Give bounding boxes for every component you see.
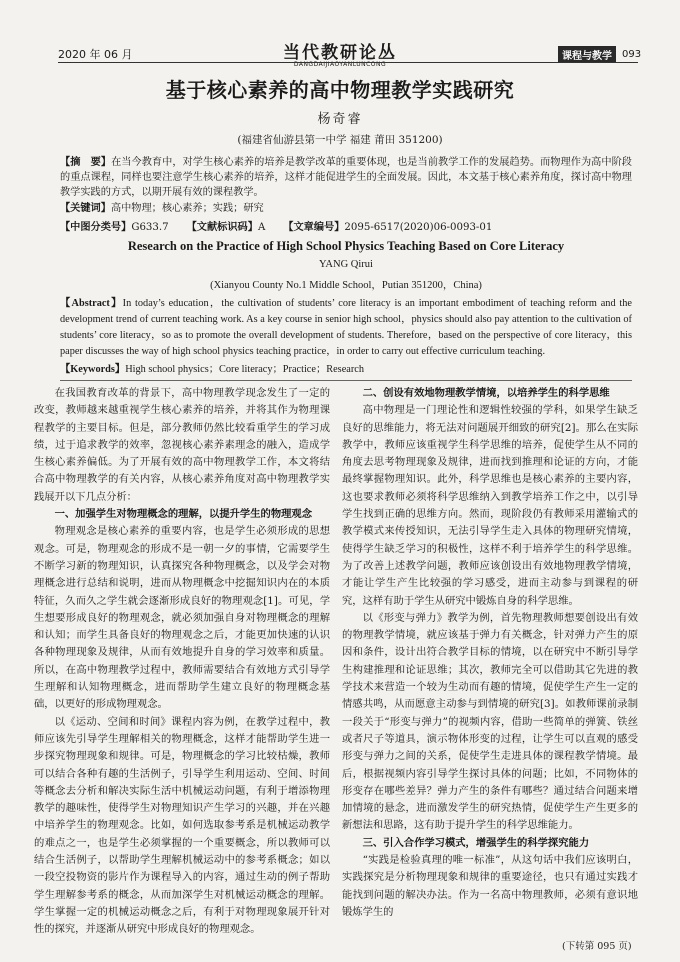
english-keywords-text: High school physics；Core literacy；Practice；Research [125,364,364,375]
abstract-text: 在当今教育中，对学生核心素养的培养是教学改革的重要体现，也是当前教学工作的发展趋势。而物理作为高中阶段的重点课程，同样也要注意学生核心素养的培养，这样才能促进学生的全面发展。因此，本文基于核心素养角度，探讨高中物理教学实践的方式，以期开展有效的课程教学。 [60,157,632,198]
keywords-cn [60,199,264,214]
clc: 【中图分类号】G633.7 [60,221,169,233]
english-author: YANG Qirui [319,259,373,270]
column-label: 课程与教学 [558,46,616,63]
journal-name-en: DANGDAIJIAOYANLUNCONG [293,61,387,68]
english-keywords-label: 【Keywords】 [60,364,126,375]
section-heading-1: 一、加强学生对物理概念的理解，以提升学生的物理观念 [54,508,313,521]
page-number: 093 [622,49,642,60]
article-affiliation: (福建省仙游县第一中学 福建 莆田 351200) [237,134,443,146]
article-title: 基于核心素养的高中物理教学实践研究 [165,78,515,102]
paragraph: 高中物理是一门理论性和逻辑性较强的学科，如果学生缺乏良好的思维能力，将无法对问题展开细致的研究[2]。那么在实际教学中，教师应该重视学生科学思维的培养，促使学生从不同的角度去思考物理现象及规律，进而找到推理和论证的方向，才能最终掌握物理知识。此外，科学思维也是核心素养的主要内容，这也要求教师必须将科学思维纳入到教学培养工作之中，以引导学生找到正确的思维方向。然而，现阶段仍有教师采用灌输式的教学模式来传授知识，无法引导学生走入具体的物理研究情境，使得学生缺乏学习的积极性，这样不利于培养学生的科学思维。为了改善上述教学问题，教师应该创设出有效地物理教学情境，才能让学生产生比较强的学习感受，进而主动参与到课程的研究，这样有助于学生从研究中锻炼自身的科学思维。 [342,404,638,607]
journal-masthead [270,38,410,68]
section-heading-3: 三、引入合作学习模式，增强学生的科学探究能力 [362,836,590,849]
paragraph: 以《形变与弹力》教学为例，首先物理教师想要创设出有效的物理教学情境，就应该基于弹力有关概念，针对弹力产生的原因和条件，设计出符合教学目标的情境，以在研究中不断引导学生构建推理和论证思维；其次，教师完全可以借助其它先进的教学技术来营造一个较为生动而有趣的情境，促使学生产生一定的情感共鸣，从而愿意主动参与到情境的研究[3]。如教师课前录制一段关于“形变与弹力”的视频内容，借助一些简单的弹簧、铁丝或者尺子等道具，演示物体形变的过程，让学生可以直观的感受形变与弹力之间的关系，促使学生走进具体的课程教学情境。最后，根据视频内容引导学生探讨具体的问题；比如，不同物体的形变存在哪些差异？弹力产生的条件有哪些？通过结合问题来增加情境的悬念，进而激发学生的研究热情，促使学生产生更多的新想法和思路，这有助于提升学生的科学思维能力。 [342,611,638,832]
english-abstract-text: In today’s education，the cultivation of students’ core literacy is an important embodiment of teaching reform and the development trend of current teaching work. As a key course in senior high school，physics should also pay attention to the cultivation of students’ core literacy，so as to promote the overall development of students. Therefore，based on the perspective of core literacy，this paper discusses the way of high school physics teaching practice，in order to carry out effective curriculum teaching. [60,298,632,357]
header-right [558,46,641,63]
keywords-label: 【关键词】 [60,202,111,214]
keywords-text: 高中物理；核心素养；实践；研究 [110,203,264,214]
english-affiliation: (Xianyou County No.1 Middle School，Putian 351200，China) [210,280,482,291]
paragraph: 以《运动、空间和时间》课程内容为例，在教学过程中，教师应该先引导学生理解相关的物理概念，这样才能帮助学生进一步探究物理现象和规律。可是，物理概念的学习比较枯燥，教师可以结合各种有趣的生活例子，引导学生利用运动、空间、时间等概念去分析和解决实际生活中机械运动问题，有利于增添物理教学的趣味性，使得学生对物理知识产生学习的兴趣，并在兴趣中培养学生的物理观念。比如，如何选取参考系是机械运动教学的难点之一，也是学生必须掌握的一个重要概念，所以教师可以结合生活例子，以帮助学生理解机械运动中的参考系概念；如以一段空投物资的影片作为课程导入的内容，通过生动的例子帮助学生理解参考系的概念，从而加深学生对机械运动概念的理解。学生掌握一定的机械运动概念之后，有利于对物理现象展开针对性的探究，并逐渐从研究中形成良好的物理观念。 [34,715,330,936]
english-title: Research on the Practice of High School Physics Teaching Based on Core Literacy [127,239,565,253]
body-left-column [34,385,330,939]
continued-note: (下转第 095 页) [562,941,632,952]
section-heading-2: 二、创设有效地物理教学情境，以培养学生的科学思维 [362,387,610,399]
header-rule [58,62,638,63]
paragraph: 在我国教育改革的背景下，高中物理教学现念发生了一定的改变，教师越来越重视学生核心素养的培养，并将其作为物理课程教学的主要目标。但是，部分教师仍然比较看重学生的学习成绩，过于追求教学的效率，忽视核心素养素理念的融入，造成学生核心素养偏低。为了开展有效的高中物理教学工作，本文将结合高中物理教学的有关内容，从核心素养角度对高中物理教学实践展开以下几点分析： [34,387,330,503]
paragraph: “实践是检验真理的唯一标准”，从这句话中我们应该明白，实践探究是分析物理现象和规律的重要途径，也只有通过实践才能找到问题的解决办法。作为一名高中物理教师，必须有意识地锻炼学生的 [342,854,638,918]
english-abstract-label: 【Abstract】 [60,298,123,309]
body-right-column [342,385,638,921]
abstract-cn [60,155,632,200]
section-divider [60,380,632,381]
article-author: 杨奇睿 [317,112,363,127]
doc-code: 【文献标识码】A [186,221,266,233]
journal-name-cn: 当代教研论丛 [283,43,397,63]
paragraph: 物理观念是核心素养的重要内容，也是学生必须形成的思想观念。可是，物理观念的形成不是一朝一夕的事情，它需要学生不断学习新的物理知识，认真探究各种物理概念，以及学会对物理概念进行总结和说明，进而从物理概念中挖掘知识内在的本质特征，久而久之学生就会逐渐形成良好的物理观念[1]。可见，学生想要形成良好的物理观念，就必须加强自身对物理概念的理解和认知；而学生具备良好的物理观念之后，才能更加快速的认识各种物理现象及规律，从而有效地提升自身的学习效率和质量。所以，在高中物理教学过程中，教师需要结合有效地方式引导学生理解和认知物理概念，进而帮助学生建立良好的物理概念基础，以更好的形成物理观念。 [34,525,330,711]
abstract-label: 【摘 要】 [60,156,112,168]
english-keywords [60,360,364,375]
issue-date: 2020 年 06 月 [58,48,133,61]
article-number: 【文章编号】2095-6517(2020)06-0093-01 [283,221,493,233]
classification-row [60,218,492,233]
english-abstract [60,296,632,360]
